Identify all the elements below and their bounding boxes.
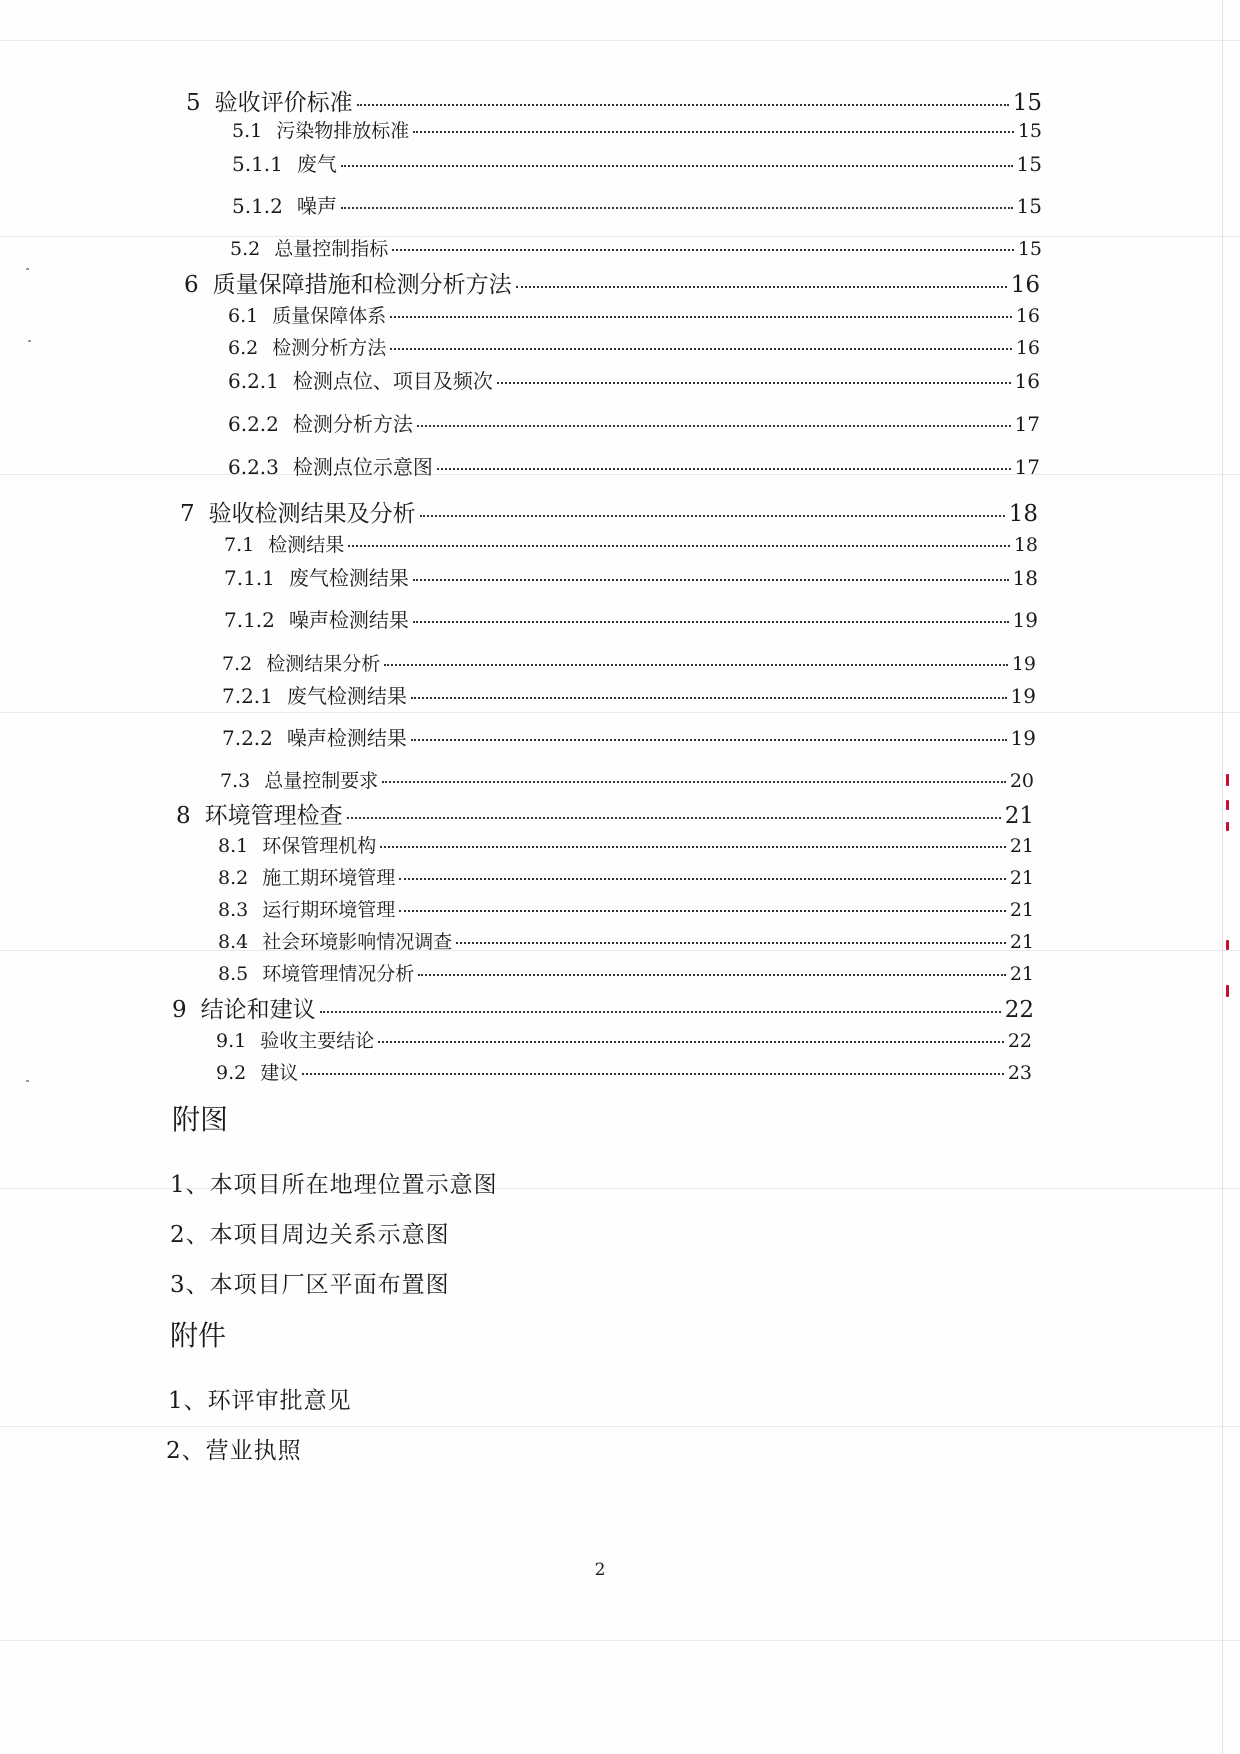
toc-entry-7-3[interactable]	[220, 766, 1034, 793]
scan-speck	[26, 1080, 29, 1082]
toc-title: 污染物排放标准	[276, 120, 410, 142]
toc-number: 7.1.2	[224, 608, 275, 632]
toc-page-number: 19	[1011, 653, 1036, 675]
toc-entry-8-2[interactable]	[218, 863, 1034, 890]
toc-entry-6[interactable]	[184, 266, 1040, 299]
toc-number: 6.2.1	[228, 369, 279, 393]
toc-leader	[390, 348, 1012, 350]
toc-leader	[390, 316, 1012, 318]
toc-entry-6-2-3[interactable]	[228, 451, 1040, 480]
scan-rule	[0, 1640, 1240, 1641]
toc-page-number: 18	[1013, 534, 1038, 556]
toc-title: 验收主要结论	[260, 1030, 375, 1052]
toc-title: 运行期环境管理	[262, 899, 396, 921]
toc-page-number: 19	[1012, 608, 1038, 632]
toc-number: 6.2	[228, 337, 259, 359]
toc-entry-7-1-2[interactable]	[224, 604, 1038, 633]
toc-title: 社会环境影响情况调查	[262, 931, 453, 953]
toc-entry-5[interactable]	[186, 84, 1042, 117]
toc-leader	[413, 131, 1014, 133]
toc-page-number: 15	[1016, 152, 1042, 176]
toc-page-number: 19	[1010, 726, 1036, 750]
scan-rule	[0, 712, 1240, 713]
toc-leader	[348, 545, 1010, 547]
toc-title: 环境管理情况分析	[262, 963, 415, 985]
toc-title: 检测分析方法	[292, 412, 413, 436]
toc-entry-5-1[interactable]	[232, 116, 1042, 143]
toc-page-number: 17	[1014, 455, 1040, 479]
binding-mark	[1226, 800, 1229, 810]
toc-number: 7.2	[222, 653, 253, 675]
toc-entry-5-2[interactable]	[230, 234, 1042, 261]
toc-page-number: 23	[1007, 1062, 1032, 1084]
toc-entry-8[interactable]	[176, 797, 1034, 830]
toc-entry-9-2[interactable]	[216, 1058, 1032, 1085]
toc-leader	[378, 1041, 1004, 1043]
toc-leader	[320, 1011, 1001, 1013]
toc-page-number: 21	[1009, 899, 1034, 921]
toc-title: 建议	[260, 1062, 299, 1084]
toc-leader	[384, 664, 1008, 666]
toc-number: 8	[176, 803, 191, 829]
toc-title: 施工期环境管理	[262, 867, 396, 889]
toc-title: 噪声检测结果	[286, 726, 407, 750]
attachment-item: 2、营业执照	[166, 1438, 302, 1464]
toc-number: 5.1.2	[232, 194, 283, 218]
scan-rule	[0, 40, 1240, 41]
toc-entry-9-1[interactable]	[216, 1026, 1032, 1053]
toc-title: 噪声检测结果	[288, 608, 409, 632]
toc-number: 7.3	[220, 770, 251, 792]
toc-title: 检测点位示意图	[292, 455, 433, 479]
toc-leader	[382, 781, 1006, 783]
toc-page-number: 16	[1015, 337, 1040, 359]
toc-title: 验收检测结果及分析	[208, 501, 416, 527]
toc-number: 9	[172, 997, 187, 1023]
toc-leader	[392, 249, 1014, 251]
toc-leader	[437, 468, 1011, 470]
toc-title: 环保管理机构	[262, 835, 377, 857]
toc-leader	[341, 207, 1013, 209]
toc-title: 总量控制要求	[264, 770, 379, 792]
attachment-item: 1、环评审批意见	[168, 1388, 352, 1414]
toc-title: 检测结果分析	[266, 653, 381, 675]
toc-number: 6.2.3	[228, 455, 279, 479]
toc-number: 7.1.1	[224, 566, 275, 590]
toc-number: 6	[184, 272, 199, 298]
toc-number: 9.2	[216, 1062, 247, 1084]
toc-page-number: 22	[1004, 997, 1034, 1023]
toc-page-number: 16	[1015, 305, 1040, 327]
toc-leader	[411, 697, 1007, 699]
toc-leader	[420, 515, 1005, 517]
toc-page-number: 19	[1010, 684, 1036, 708]
toc-title: 检测分析方法	[272, 337, 387, 359]
toc-entry-8-4[interactable]	[218, 927, 1034, 954]
appendix-figure-item: 1、本项目所在地理位置示意图	[170, 1172, 498, 1198]
toc-entry-6-2-1[interactable]	[228, 365, 1040, 394]
toc-leader	[357, 104, 1009, 106]
attachments-heading: 附件	[170, 1319, 227, 1352]
toc-number: 6.2.2	[228, 412, 279, 436]
toc-page-number: 15	[1016, 194, 1042, 218]
toc-title: 噪声	[296, 194, 337, 218]
toc-title: 检测点位、项目及频次	[292, 369, 493, 393]
toc-number: 6.1	[228, 305, 259, 327]
toc-page-number: 20	[1009, 770, 1034, 792]
toc-number: 5.2	[230, 238, 261, 260]
toc-page-number: 18	[1008, 501, 1038, 527]
toc-number: 7.2.2	[222, 726, 273, 750]
scan-speck	[28, 340, 31, 342]
toc-page-number: 21	[1009, 963, 1034, 985]
toc-entry-6-1[interactable]	[228, 301, 1040, 328]
toc-number: 8.1	[218, 835, 249, 857]
toc-title: 总量控制指标	[274, 238, 389, 260]
toc-title: 质量保障体系	[272, 305, 387, 327]
toc-number: 5.1	[232, 120, 263, 142]
toc-leader	[347, 817, 1001, 819]
toc-leader	[456, 942, 1006, 944]
toc-leader	[413, 621, 1009, 623]
toc-page-number: 21	[1009, 835, 1034, 857]
page-number: 2	[594, 1560, 606, 1580]
toc-entry-7-2-1[interactable]	[222, 680, 1036, 709]
toc-title: 验收评价标准	[214, 90, 353, 116]
toc-entry-9[interactable]	[172, 991, 1034, 1024]
toc-number: 5	[186, 90, 201, 116]
binding-mark	[1226, 774, 1229, 786]
toc-leader	[341, 165, 1013, 167]
toc-leader	[516, 286, 1007, 288]
appendix-figure-item: 3、本项目厂区平面布置图	[170, 1272, 450, 1298]
toc-leader	[380, 846, 1006, 848]
toc-entry-6-2[interactable]	[228, 333, 1040, 360]
toc-number: 8.2	[218, 867, 249, 889]
binding-mark	[1226, 822, 1229, 831]
toc-number: 5.1.1	[232, 152, 283, 176]
toc-page-number: 21	[1009, 931, 1034, 953]
toc-entry-8-5[interactable]	[218, 959, 1034, 986]
toc-number: 7.1	[224, 534, 255, 556]
page-edge	[1222, 0, 1223, 1754]
toc-page-number: 21	[1009, 867, 1034, 889]
toc-entry-6-2-2[interactable]	[228, 408, 1040, 437]
toc-number: 8.5	[218, 963, 249, 985]
toc-entry-5-1-2[interactable]	[232, 190, 1042, 219]
toc-page-number: 15	[1012, 90, 1042, 116]
toc-leader	[399, 910, 1006, 912]
toc-title: 废气检测结果	[286, 684, 407, 708]
appendix-figures-heading: 附图	[172, 1103, 229, 1136]
toc-entry-7-2[interactable]	[222, 649, 1036, 676]
toc-page-number: 21	[1004, 803, 1034, 829]
toc-title: 环境管理检查	[204, 803, 343, 829]
scan-rule	[0, 1426, 1240, 1427]
toc-entry-7[interactable]	[180, 495, 1038, 528]
toc-title: 废气检测结果	[288, 566, 409, 590]
toc-leader	[417, 425, 1011, 427]
toc-entry-7-1-1[interactable]	[224, 562, 1038, 591]
appendix-figure-item: 2、本项目周边关系示意图	[170, 1222, 450, 1248]
toc-entry-7-1[interactable]	[224, 530, 1038, 557]
toc-page-number: 18	[1012, 566, 1038, 590]
binding-mark	[1226, 985, 1229, 997]
toc-title: 结论和建议	[200, 997, 316, 1023]
toc-page-number: 15	[1017, 120, 1042, 142]
toc-number: 8.4	[218, 931, 249, 953]
toc-number: 7.2.1	[222, 684, 273, 708]
binding-mark	[1226, 940, 1229, 950]
toc-entry-8-3[interactable]	[218, 895, 1034, 922]
toc-leader	[411, 739, 1007, 741]
toc-leader	[497, 382, 1011, 384]
toc-entry-8-1[interactable]	[218, 831, 1034, 858]
toc-title: 废气	[296, 152, 337, 176]
toc-title: 质量保障措施和检测分析方法	[212, 272, 512, 298]
toc-number: 9.1	[216, 1030, 247, 1052]
toc-entry-7-2-2[interactable]	[222, 722, 1036, 751]
toc-title: 检测结果	[268, 534, 345, 556]
toc-page-number: 22	[1007, 1030, 1032, 1052]
toc-leader	[302, 1073, 1004, 1075]
toc-leader	[399, 878, 1006, 880]
scan-speck	[26, 268, 29, 270]
toc-entry-5-1-1[interactable]	[232, 148, 1042, 177]
toc-page-number: 17	[1014, 412, 1040, 436]
toc-number: 8.3	[218, 899, 249, 921]
toc-page-number: 16	[1014, 369, 1040, 393]
toc-page-number: 16	[1010, 272, 1040, 298]
toc-number: 7	[180, 501, 195, 527]
toc-leader	[418, 974, 1006, 976]
toc-page-number: 15	[1017, 238, 1042, 260]
toc-leader	[413, 579, 1009, 581]
